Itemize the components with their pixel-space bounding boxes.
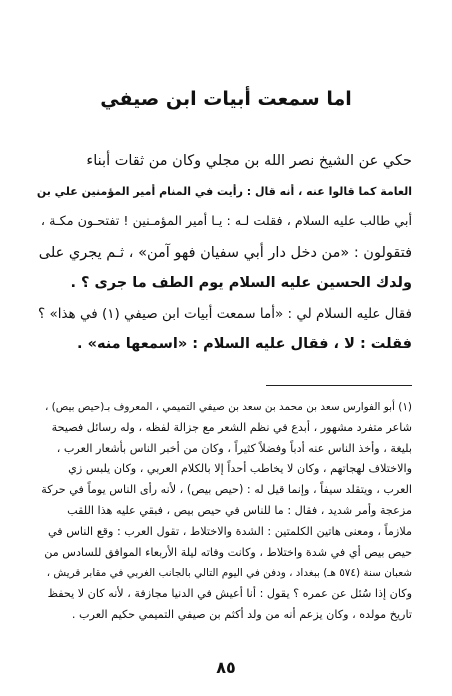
footnote-line: حيص بيص أي في شدة واختلاط ، وكانت وفاته ليلة الأربعاء الموافق للسادس من xyxy=(44,545,412,559)
page-number: ٨٥ xyxy=(216,658,236,677)
main-text-line: أبي طالب عليه السلام ، فقلت لـه : يـا أمير المؤمـنين ! تفتحـون مكـة ، xyxy=(40,214,412,229)
main-text xyxy=(36,146,412,360)
footnote-line: تاريخ مولده ، وكان يزعم أنه من ولد أكثم بن صيفي التميمي حكيم العرب . xyxy=(71,607,412,621)
main-text-line: العامة كما قالوا عنه ، أنه قال : رأيت في المنام أمير المؤمنين علي بن xyxy=(36,184,412,198)
footnote-line: ملازماً ، ومعنى هاتين الكلمتين : الشدة والاختلاط ، تقول العرب : وقع الناس في xyxy=(47,524,412,538)
footnote-line: (١) أبو الفوارس سعد بن محمد بن سعد بن صيفي التميمي ، المعروف بـ(حيص بيص) ، xyxy=(44,401,412,413)
footnote-line: شعبان سنة (٥٧٤ هـ) ببغداد ، ودفن في اليوم التالي بالجانب الغربي في مقابر قريش ، xyxy=(46,567,412,580)
footnote-line: بليغة ، وأخذ الناس عنه أدباً وفضلاً كثيراً ، وكان من أخبر الناس بأشعار العرب ، xyxy=(56,441,412,455)
main-text-line: فتقولون : «من دخل دار أبي سفيان فهو آمن» ، ثـم يجري على xyxy=(38,244,412,261)
main-text-line: حكي عن الشيخ نصر الله بن مجلي وكان من ثقات أبناء xyxy=(86,153,412,169)
footnote xyxy=(40,397,412,626)
footnote-line: وكان إذا سُئل عن عمره ؟ يقول : أنا أعيش في الدنيا مجازفة ، لأنه كان لا يحفظ xyxy=(47,587,412,601)
footnote-line: شاعر متفرد مشهور ، أبدع في نظم الشعر مع جزالة لفظه ، وله رسائل فصيحة xyxy=(51,420,412,434)
footnote-divider xyxy=(266,385,412,386)
main-text-line: فقلت : لا ، فقال عليه السلام : «اسمعها منه» . xyxy=(77,336,412,352)
main-text-line: ولدك الحسين عليه السلام يوم الطف ما جرى ؟ . xyxy=(70,275,412,291)
footnote-line: مزعجة وأمر شديد ، فقال : ما للناس في حيص بيص ، فبقي عليه هذا اللقب xyxy=(67,503,412,517)
footnote-line: العرب ، ويتقلد سيفاً ، وإنما قيل له : (حيص بيص) ، لأنه رأى الناس يوماً في حركة xyxy=(41,483,412,497)
page-title: اما سمعت أبيات ابن صيفي xyxy=(100,88,352,110)
main-text-line: فقال عليه السلام لي : «أما سمعت أبيات ابن صيفي (١) في هذا» ؟ xyxy=(37,305,412,322)
footnote-line: والاختلاف لهجاتهم ، وكان لا يخاطب أحداً إلا بالكلام العربي ، وكان يلبس زي xyxy=(68,462,412,476)
